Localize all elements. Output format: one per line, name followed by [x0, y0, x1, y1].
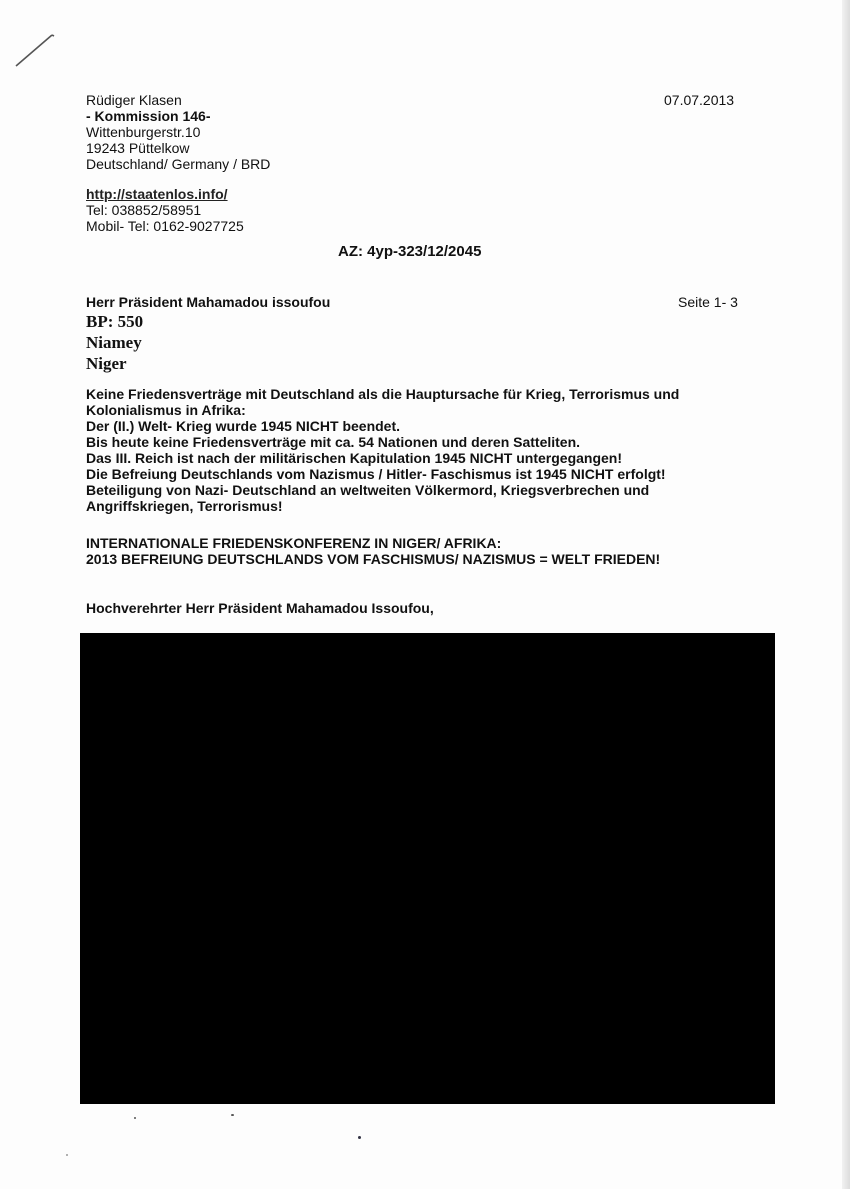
reference-number: AZ: 4yp-323/12/2045: [338, 243, 482, 260]
recipient-country: Niger: [86, 354, 127, 373]
scan-speck: [231, 1114, 234, 1116]
recipient-address-block: [86, 311, 143, 374]
sender-country: Deutschland/ Germany / BRD: [86, 156, 271, 172]
body-line: Angriffskriegen, Terrorismus!: [86, 498, 283, 514]
conference-line: 2013 BEFREIUNG DEUTSCHLANDS VOM FASCHISMUS/ NAZISMUS = WELT FRIEDEN!: [86, 551, 661, 567]
recipient-name: Herr Präsident Mahamadou issoufou: [86, 294, 331, 310]
redaction-block: [80, 633, 775, 1104]
salutation: Hochverehrter Herr Präsident Mahamadou Issoufou,: [86, 600, 434, 616]
body-line: Der (II.) Welt- Krieg wurde 1945 NICHT beendet.: [86, 418, 401, 434]
recipient-city: Niamey: [86, 333, 142, 352]
pen-stroke-mark: [14, 32, 60, 68]
recipient-po-box: BP: 550: [86, 312, 144, 331]
scan-speck: [134, 1117, 136, 1119]
body-line: Die Befreiung Deutschlands vom Nazismus / Hitler- Faschismus ist 1945 NICHT erfolgt!: [86, 466, 666, 482]
sender-street: Wittenburgerstr.10: [86, 124, 201, 140]
page-number: Seite 1- 3: [678, 294, 738, 310]
letter-date: 07.07.2013: [664, 92, 735, 108]
letter-headline-paragraph: [86, 386, 726, 514]
body-line: Beteiligung von Nazi- Deutschland an weltweiten Völkermord, Kriegsverbrechen und: [86, 482, 650, 498]
body-line: Kolonialismus in Afrika:: [86, 402, 246, 418]
conference-line: INTERNATIONALE FRIEDENSKONFERENZ IN NIGER/ AFRIKA:: [86, 535, 502, 551]
sender-city: 19243 Püttelkow: [86, 140, 190, 156]
sender-name: Rüdiger Klasen: [86, 92, 182, 108]
body-line: Das III. Reich ist nach der militärischen Kapitulation 1945 NICHT untergegangen!: [86, 450, 623, 466]
sender-address-block: [86, 92, 270, 234]
scan-edge-shadow: [842, 0, 850, 1189]
body-line: Bis heute keine Friedensverträge mit ca. 54 Nationen und deren Satteliten.: [86, 434, 581, 450]
body-line: Keine Friedensverträge mit Deutschland als die Hauptursache für Krieg, Terrorismus und: [86, 386, 680, 402]
sender-website-link[interactable]: http://staatenlos.info/: [86, 186, 228, 202]
sender-phone: Tel: 038852/58951: [86, 202, 202, 218]
conference-heading: [86, 535, 726, 567]
sender-mobile: Mobil- Tel: 0162-9027725: [86, 218, 244, 234]
sender-commission: - Kommission 146-: [86, 108, 211, 124]
scan-speck: [358, 1136, 361, 1139]
scan-speck: [66, 1154, 68, 1156]
